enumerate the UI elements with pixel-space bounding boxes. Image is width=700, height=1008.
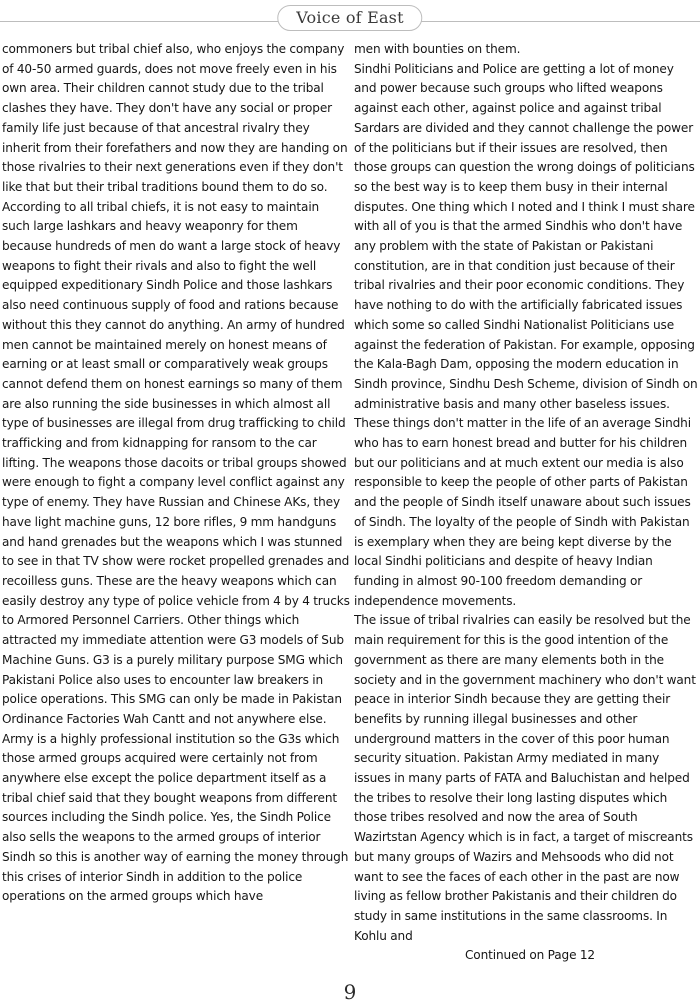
- article-body: [2, 40, 698, 970]
- continued-note: Continued on Page 12: [464, 948, 596, 963]
- publication-title: Voice of East: [277, 5, 422, 31]
- left-paragraph-1: commoners but tribal chief also, who enjoys the company of 40-50 armed guards, does not move freely even in his own area. Their children cannot study due to the tribal clashes they have. They don't have any social or proper family life just because of that ancestral rivalry they inherit from their forefathers and now they are handing on those rivalries to their next generations even if they don't like that but their tribal traditions bound them to do so.: [2, 42, 348, 194]
- page-number: 9: [343, 980, 357, 1004]
- right-paragraph-3: The issue of tribal rivalries can easily be resolved but the main requirement for this is the good intention of the government as there are many elements both in the society and in the government machinery who don't want peace in interior Sindh because they are getting their benefits by running illegal businesses and other underground matters in the cover of this poor human security situation. Pakistan Army mediated in many issues in many parts of FATA and Baluchistan and helped the tribes to resolve their long lasting disputes which those tribes resolved and now the area of South Wazirtstan Agency which is in fact, a target of miscreants but many groups of Wazirs and Mehsoods who did not want to see the faces of each other in the past are now living as fellow brother Pakistanis and their children do study in same institutions in the same classrooms. In Kohlu and: [354, 613, 696, 943]
- left-paragraph-2: According to all tribal chiefs, it is not easy to maintain such large lashkars and heavy weaponry for them because hundreds of men do want a large stock of heavy weapons to fight their rivals and also to fight the well equipped expeditionary Sindh Police and those lashkars also need continuous supply of food and rations because without this they cannot do anything. An army of hundred men cannot be maintained merely on honest means of earning or at least small or comparatively weak groups cannot defend them on honest earnings so many of them are also running the side businesses in which almost all type of businesses are illegal from drug trafficking to child trafficking and from kidnapping for ransom to the car lifting. The weapons those dacoits or tribal groups showed were enough to fight a company level conflict against any type of enemy. They have Russian and Chinese AKs, they have light machine guns, 12 bore rifles, 9 mm handguns and hand grenades but the weapons which I was stunned to see in that TV show were rocket propelled grenades and recoilless guns. These are the heavy weapons which can easily destroy any type of police vehicle from 4 by 4 trucks to Armored Personnel Carriers. Other things which attracted my immediate attention were G3 models of Sub Machine Guns. G3 is a purely military purpose SMG which Pakistani Police also uses to encounter law breakers in police operations. This SMG can only be made in Pakistan Ordinance Factories Wah Cantt and not anywhere else. Army is a highly professional institution so the G3s which those armed groups acquired were certainly not from anywhere else except the police department itself as a tribal chief said that they bought weapons from different sources including the Sindh police. Yes, the Sindh Police also sells the weapons to the armed groups of interior Sindh so this is another way of earning the money through this crises of interior Sindh in addition to the police operations on the armed groups which have: [2, 199, 350, 904]
- right-paragraph-2: Sindhi Politicians and Police are getting a lot of money and power because such groups who lifted weapons against each other, against police and against tribal Sardars are divided and they cannot challenge the power of the politicians but if their issues are resolved, then those groups can question the wrong doings of politicians so the best way is to keep them busy in their internal disputes. One thing which I noted and I think I must share with all of you is that the armed Sindhis who don't have any problem with the state of Pakistan or Pakistani constitution, are in that condition just because of their tribal rivalries and their poor economic conditions. They have nothing to do with the artificially fabricated issues which some so called Sindhi Nationalist Politicians use against the federation of Pakistan. For example, opposing the Kala-Bagh Dam, opposing the modern education in Sindh province, Sindhu Desh Scheme, division of Sindh on administrative basis and many other baseless issues. These things don't matter in the life of an average Sindhi who has to earn honest bread and butter for his children but our politicians and at much extent our media is also responsible to keep the people of other parts of Pakistan and the people of Sindh itself unaware about such issues of Sindh. The loyalty of the people of Sindh with Pakistan is exemplary when they are being kept diverse by the local Sindhi politicians and despite of heavy Indian funding in almost 90-100 freedom demanding or independence movements.: [354, 61, 698, 608]
- left-column: [2, 40, 350, 970]
- right-paragraph-1: men with bounties on them.: [354, 42, 521, 56]
- right-column: [354, 40, 698, 970]
- page-header: [0, 0, 700, 40]
